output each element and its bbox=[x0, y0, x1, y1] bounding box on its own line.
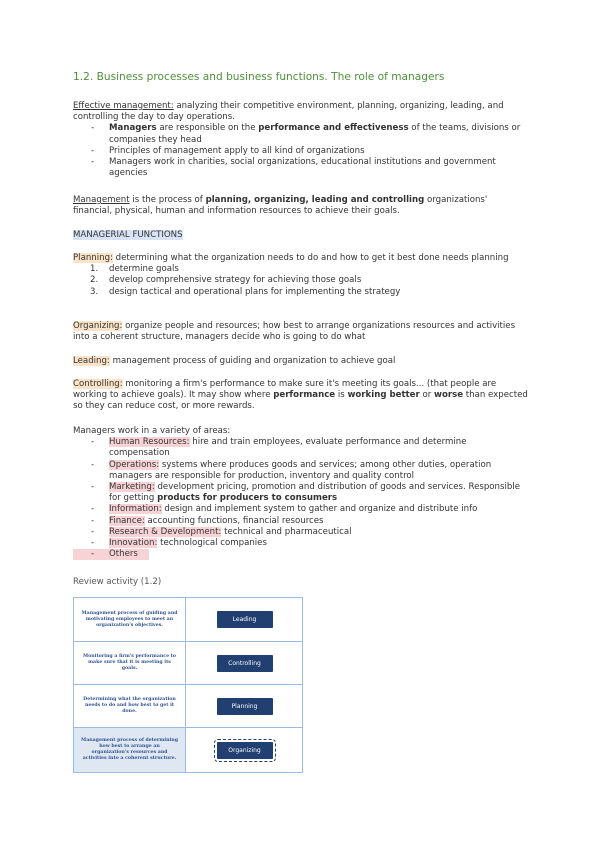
review-description: Monitoring a firm's performance to make sure that it is meeting its goals. bbox=[74, 642, 186, 684]
area-text: technological companies bbox=[157, 538, 267, 549]
area-term: Operations: bbox=[109, 459, 160, 470]
step-text: determine goals bbox=[109, 264, 179, 275]
management-bold-phrase: planning, organizing, leading and controlling bbox=[205, 195, 425, 205]
review-answer-cell bbox=[187, 685, 302, 727]
controlling-text: or bbox=[419, 390, 435, 401]
managerial-functions-heading-block bbox=[73, 230, 528, 241]
review-answer-cell bbox=[187, 642, 302, 684]
list-item: - Managers work in charities, social organizations, educational institutions and government agencies bbox=[73, 157, 528, 179]
management-text: organizations' financial, physical, human and information resources to achieve their goals. bbox=[73, 195, 488, 217]
list-item: - Principles of management apply to all kind of organizations bbox=[73, 146, 528, 157]
answer-planning-button[interactable]: Planning bbox=[217, 698, 273, 715]
review-activity-title: Review activity (1.2) bbox=[73, 577, 162, 587]
list-item bbox=[73, 264, 528, 275]
answer-organizing-button[interactable]: Organizing bbox=[217, 742, 273, 759]
area-term: Research & Development: bbox=[109, 526, 222, 537]
area-text: development pricing, promotion and distribution of goods and services. Responsible for getting bbox=[109, 482, 521, 504]
management-block bbox=[73, 195, 528, 217]
list-item bbox=[73, 482, 528, 504]
step-number: 2. bbox=[90, 275, 99, 286]
planning-term: Planning: bbox=[73, 253, 113, 263]
list-item bbox=[73, 123, 528, 145]
area-term: Information: bbox=[109, 504, 162, 515]
review-row bbox=[74, 685, 302, 728]
review-row bbox=[74, 598, 302, 642]
areas-block bbox=[73, 426, 528, 560]
controlling-block bbox=[73, 379, 528, 413]
controlling-text: than expected so they can reduce cost, or more rewards. bbox=[73, 390, 528, 412]
controlling-bold: worse bbox=[434, 390, 464, 401]
review-activity-table bbox=[73, 597, 303, 773]
list-item bbox=[73, 287, 528, 298]
area-term: Finance: bbox=[109, 515, 145, 526]
list-item bbox=[73, 527, 528, 538]
organizing-block bbox=[73, 321, 528, 343]
performance-phrase: performance and effectiveness bbox=[258, 123, 409, 134]
managerial-functions-heading: MANAGERIAL FUNCTIONS bbox=[73, 230, 183, 240]
list-item bbox=[73, 549, 149, 560]
list-item bbox=[73, 275, 528, 286]
step-number: 3. bbox=[90, 286, 99, 297]
management-text: is the process of bbox=[129, 195, 206, 205]
list-item bbox=[73, 460, 528, 482]
list-item-text: are responsible on the bbox=[156, 123, 259, 134]
review-answer-cell bbox=[187, 728, 302, 772]
controlling-paragraph bbox=[73, 379, 528, 413]
planning-steps bbox=[73, 264, 528, 298]
answer-controlling-button[interactable]: Controlling bbox=[217, 655, 273, 672]
areas-intro: Managers work in a variety of areas: bbox=[73, 426, 231, 436]
area-term: Others bbox=[109, 549, 138, 560]
organizing-term: Organizing: bbox=[73, 321, 123, 331]
review-description: Management process of determining how best to arrange an organization's resources and activities into a coherent structure. bbox=[74, 728, 186, 772]
planning-block bbox=[73, 253, 528, 298]
step-number: 1. bbox=[90, 264, 99, 275]
list-item bbox=[73, 437, 528, 459]
review-description: Determining what the organization needs to do and how best to get it done. bbox=[74, 685, 186, 727]
review-answer-cell bbox=[187, 598, 302, 641]
effective-management-paragraph bbox=[73, 101, 528, 123]
area-text: technical and pharmaceutical bbox=[221, 526, 352, 537]
effective-management-block bbox=[73, 101, 528, 179]
answer-leading-button[interactable]: Leading bbox=[217, 611, 273, 628]
controlling-text: monitoring a firm's performance to make sure it's meeting its goals... (that people are working to achieve goals). It may show where bbox=[73, 379, 497, 401]
leading-definition: management process of guiding and organization to achieve goal bbox=[109, 356, 396, 366]
review-row bbox=[74, 642, 302, 685]
area-term: Innovation: bbox=[109, 538, 158, 549]
list-item bbox=[73, 516, 528, 527]
area-text: design and implement system to gather and organize and distribute info bbox=[161, 504, 478, 515]
effective-management-term: Effective management: bbox=[73, 101, 174, 111]
controlling-text: is bbox=[335, 390, 348, 401]
area-text: systems where produces goods and services; among other duties, operation managers are responsible for production, inventory and quality control bbox=[109, 459, 492, 481]
area-bold: products for producers to consumers bbox=[157, 493, 338, 504]
review-description: Management process of guiding and motivating employees to meet an organization's objectives. bbox=[74, 598, 186, 641]
list-item-text: of the teams, divisions or companies they head bbox=[109, 123, 521, 145]
step-text: develop comprehensive strategy for achieving those goals bbox=[109, 275, 362, 286]
list-item bbox=[73, 504, 528, 515]
list-item bbox=[73, 538, 528, 549]
area-term: Marketing: bbox=[109, 482, 155, 493]
area-text: accounting functions, financial resources bbox=[144, 515, 324, 526]
planning-paragraph bbox=[73, 253, 528, 264]
leading-term: Leading: bbox=[73, 356, 110, 366]
management-term: Management bbox=[73, 195, 130, 205]
areas-list bbox=[73, 437, 528, 560]
section-title: 1.2. Business processes and business functions. The role of managers bbox=[73, 71, 445, 83]
effective-management-definition: analyzing their competitive environment, planning, organizing, leading, and controlling the day to day operations. bbox=[73, 101, 504, 123]
area-text: hire and train employees, evaluate performance and determine compensation bbox=[109, 437, 467, 459]
planning-definition: determining what the organization needs to do and how to get it best done needs planning bbox=[112, 253, 509, 263]
controlling-term: Controlling: bbox=[73, 379, 123, 389]
controlling-bold: working better bbox=[347, 390, 420, 401]
effective-management-list bbox=[73, 123, 528, 179]
management-paragraph bbox=[73, 195, 528, 217]
review-row bbox=[74, 728, 302, 772]
controlling-bold: performance bbox=[273, 390, 336, 401]
leading-paragraph bbox=[73, 356, 528, 367]
area-term: Human Resources: bbox=[109, 437, 190, 448]
managers-word: Managers bbox=[109, 123, 157, 134]
organizing-definition: organize people and resources; how best to arrange organizations resources and activities into a coherent structure, managers decide who is going to do what bbox=[73, 321, 516, 343]
organizing-paragraph bbox=[73, 321, 528, 343]
leading-block bbox=[73, 356, 528, 367]
step-text: design tactical and operational plans for implementing the strategy bbox=[109, 286, 401, 297]
